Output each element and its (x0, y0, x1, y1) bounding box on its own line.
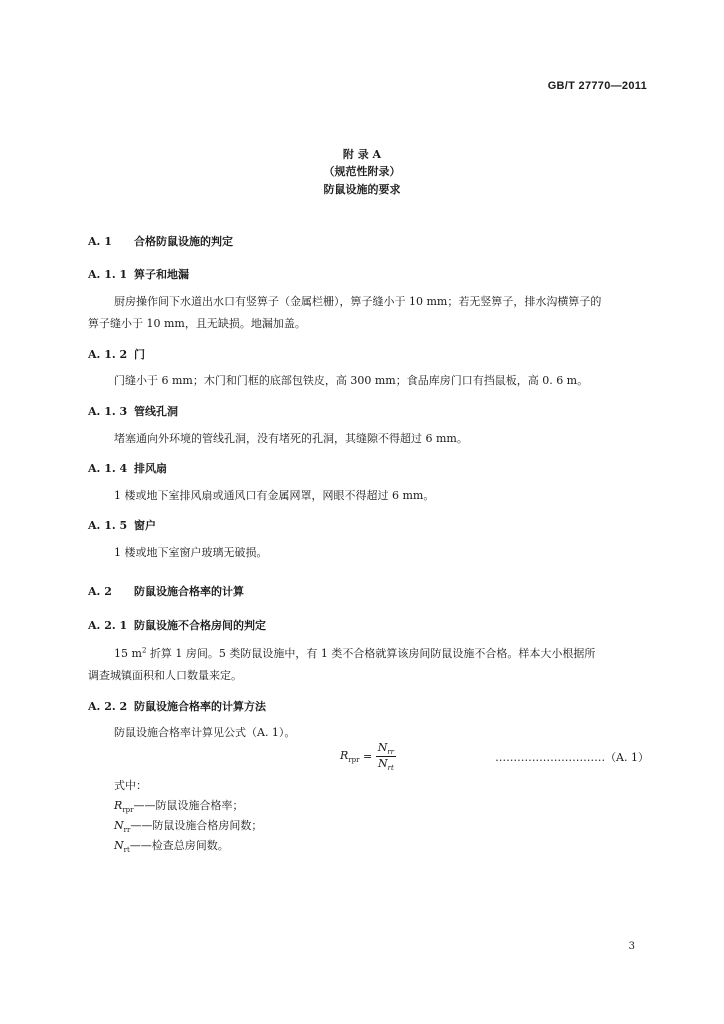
section-number: A. 1. 5 (88, 519, 128, 532)
section-a13-heading (88, 403, 178, 419)
page-number: 3 (628, 941, 635, 952)
area-value: 15 m (114, 647, 142, 660)
where-description: ——防鼠设施合格率； (133, 799, 244, 812)
formula-numerator-sub: rr (387, 748, 395, 757)
section-a21-text-line1 (114, 645, 595, 661)
section-number: A. 1. 3 (88, 405, 128, 418)
where-description: ——防鼠设施合格房间数； (130, 819, 263, 832)
appendix-title: 附 录 A (342, 148, 382, 161)
where-symbol: R (114, 799, 123, 812)
section-a22-heading (88, 698, 266, 714)
section-a15-text: 1 楼或地下室窗户玻璃无破损。 (114, 546, 268, 559)
section-title: 箅子和地漏 (134, 268, 189, 281)
section-title: 管线孔洞 (134, 405, 178, 418)
section-title: 防鼠设施合格率的计算 (134, 585, 244, 598)
where-item-rt (114, 837, 229, 854)
section-a2-heading (88, 583, 244, 599)
section-title: 排风扇 (134, 462, 167, 475)
section-a12-heading (88, 346, 145, 362)
where-symbol-sub: rt (123, 846, 130, 855)
section-a14-text: 1 楼或地下室排风扇或通风口有金属网罩，网眼不得超过 6 mm。 (114, 489, 435, 502)
formula-equals: = (362, 750, 373, 764)
formula-lhs: R (340, 749, 349, 763)
section-a12-text: 门缝小于 6 mm；木门和门框的底部包铁皮，高 300 mm；食品库房门口有挡鼠板，高 0. 6 m。 (114, 374, 589, 387)
section-title: 窗户 (134, 519, 156, 532)
where-label: 式中： (114, 779, 147, 792)
section-number: A. 1 (88, 235, 112, 248)
section-a21-text-line2: 调查城镇面积和人口数量来定。 (88, 669, 242, 682)
where-symbol-sub: rr (123, 826, 131, 835)
section-a1-heading (88, 233, 233, 249)
formula-reference: …………………………（A. 1） (495, 751, 649, 764)
where-symbol: N (114, 839, 124, 852)
where-item-rpr (114, 797, 243, 814)
section-a11-text-line1: 厨房操作间下水道出水口有竖箅子（金属栏栅），箅子缝小于 10 mm；若无竖箅子，排水沟横箅子的 (114, 295, 602, 308)
where-description: ——检查总房间数。 (129, 839, 229, 852)
appendix-name: 防鼠设施的要求 (323, 183, 401, 196)
formula (340, 741, 396, 772)
formula-denominator: N (377, 757, 388, 771)
formula-denominator-sub: rt (387, 764, 394, 773)
section-a21-heading (88, 617, 266, 633)
section-a15-heading (88, 517, 156, 533)
appendix-type: （规范性附录） (323, 165, 401, 178)
section-number: A. 1. 2 (88, 348, 128, 361)
where-symbol: N (114, 819, 124, 832)
section-number: A. 1. 4 (88, 462, 128, 475)
section-title: 合格防鼠设施的判定 (134, 235, 233, 248)
formula-numerator: N (377, 741, 388, 754)
standard-code-header: GB/T 27770—2011 (547, 80, 647, 92)
formula-fraction (376, 741, 396, 772)
section-a11-text-line2: 箅子缝小于 10 mm，且无缺损。地漏加盖。 (88, 317, 306, 330)
formula-lhs-sub: rpr (348, 756, 360, 765)
area-exponent: 2 (141, 646, 147, 655)
section-number: A. 2 (88, 585, 112, 598)
section-title: 防鼠设施不合格房间的判定 (134, 619, 266, 632)
section-title: 门 (134, 348, 145, 361)
section-a13-text: 堵塞通向外环境的管线孔洞，没有堵死的孔洞，其缝隙不得超过 6 mm。 (114, 432, 468, 445)
section-number: A. 1. 1 (88, 268, 128, 281)
section-a11-heading (88, 266, 189, 282)
section-number: A. 2. 1 (88, 619, 128, 632)
section-a14-heading (88, 460, 167, 476)
section-title: 防鼠设施合格率的计算方法 (134, 700, 266, 713)
section-a22-text: 防鼠设施合格率计算见公式（A. 1）。 (114, 726, 296, 739)
where-item-rr (114, 817, 262, 834)
where-symbol-sub: rpr (122, 806, 134, 815)
section-number: A. 2. 2 (88, 700, 128, 713)
section-a21-text-rest: 折算 1 房间。5 类防鼠设施中，有 1 类不合格就算该房间防鼠设施不合格。样本大小根据所 (146, 647, 596, 660)
